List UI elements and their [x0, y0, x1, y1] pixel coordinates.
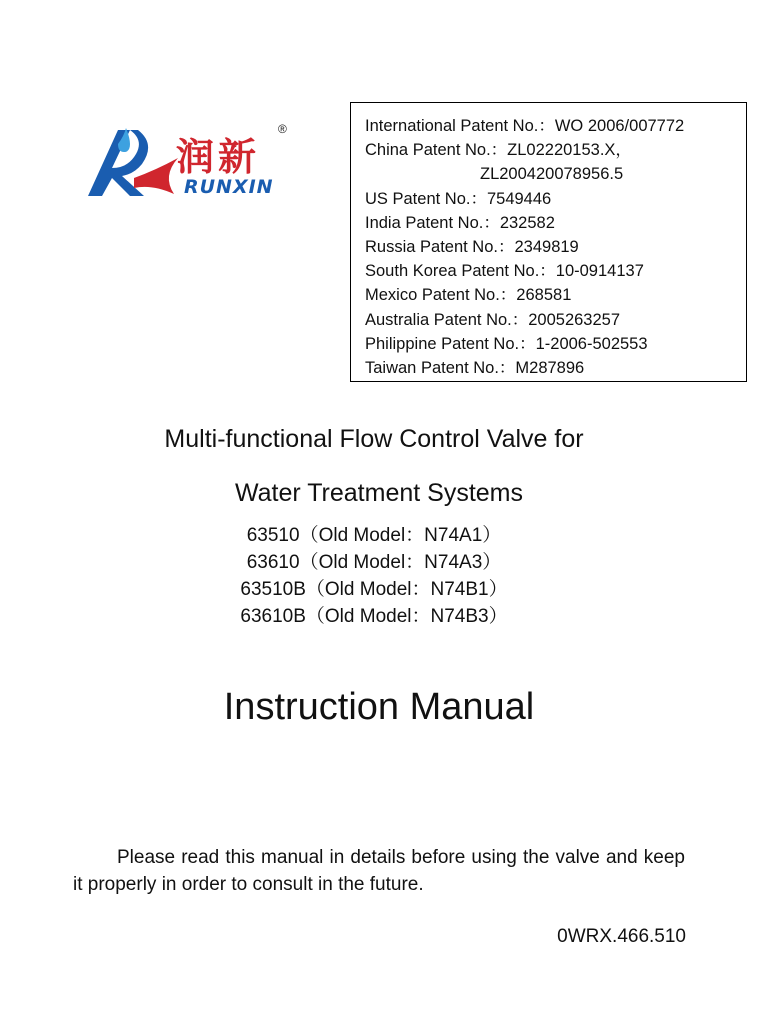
patent-line-china: China Patent No.：ZL02220153.X，: [365, 141, 632, 160]
patent-line-us: US Patent No.：7549446: [365, 189, 552, 208]
document-code: 0WRX.466.510: [557, 926, 686, 947]
runxin-logo-mark-icon: [78, 118, 178, 208]
model-item: 63510（Old Model：N74A1）: [246, 525, 502, 546]
logo-chinese-text: 润新: [176, 134, 261, 179]
patent-line-australia: Australia Patent No.：2005263257: [365, 310, 621, 329]
registered-mark: ®: [278, 122, 287, 136]
patent-line-china-2: ZL200420078956.5: [480, 165, 624, 184]
patent-line-india: India Patent No.：232582: [365, 213, 555, 232]
patent-line-south-korea: South Korea Patent No.：10-0914137: [365, 262, 644, 281]
model-item: 63510B（Old Model：N74B1）: [240, 579, 508, 600]
patent-line-taiwan: Taiwan Patent No.：M287896: [365, 359, 585, 378]
patent-box: [350, 102, 747, 382]
model-item: 63610（Old Model：N74A3）: [246, 552, 502, 573]
manual-title: Instruction Manual: [223, 686, 535, 728]
document-title-line-2: Water Treatment Systems: [234, 479, 524, 507]
patent-line-russia: Russia Patent No.：2349819: [365, 238, 579, 257]
document-title-line-1: Multi-functional Flow Control Valve for: [164, 425, 584, 453]
reading-notice: Please read this manual in details before using the valve and keep it properly in order to consult in the future.: [73, 847, 685, 895]
patent-line-international: International Patent No.：WO 2006/007772: [365, 117, 685, 135]
patent-line-mexico: Mexico Patent No.：268581: [365, 286, 572, 305]
model-item: 63610B（Old Model：N74B3）: [240, 606, 508, 627]
runxin-logo: [78, 118, 298, 208]
model-list: [0, 522, 768, 630]
patent-line-philippine: Philippine Patent No.：1-2006-502553: [365, 334, 648, 353]
logo-english-text: RUNXIN: [184, 176, 274, 198]
